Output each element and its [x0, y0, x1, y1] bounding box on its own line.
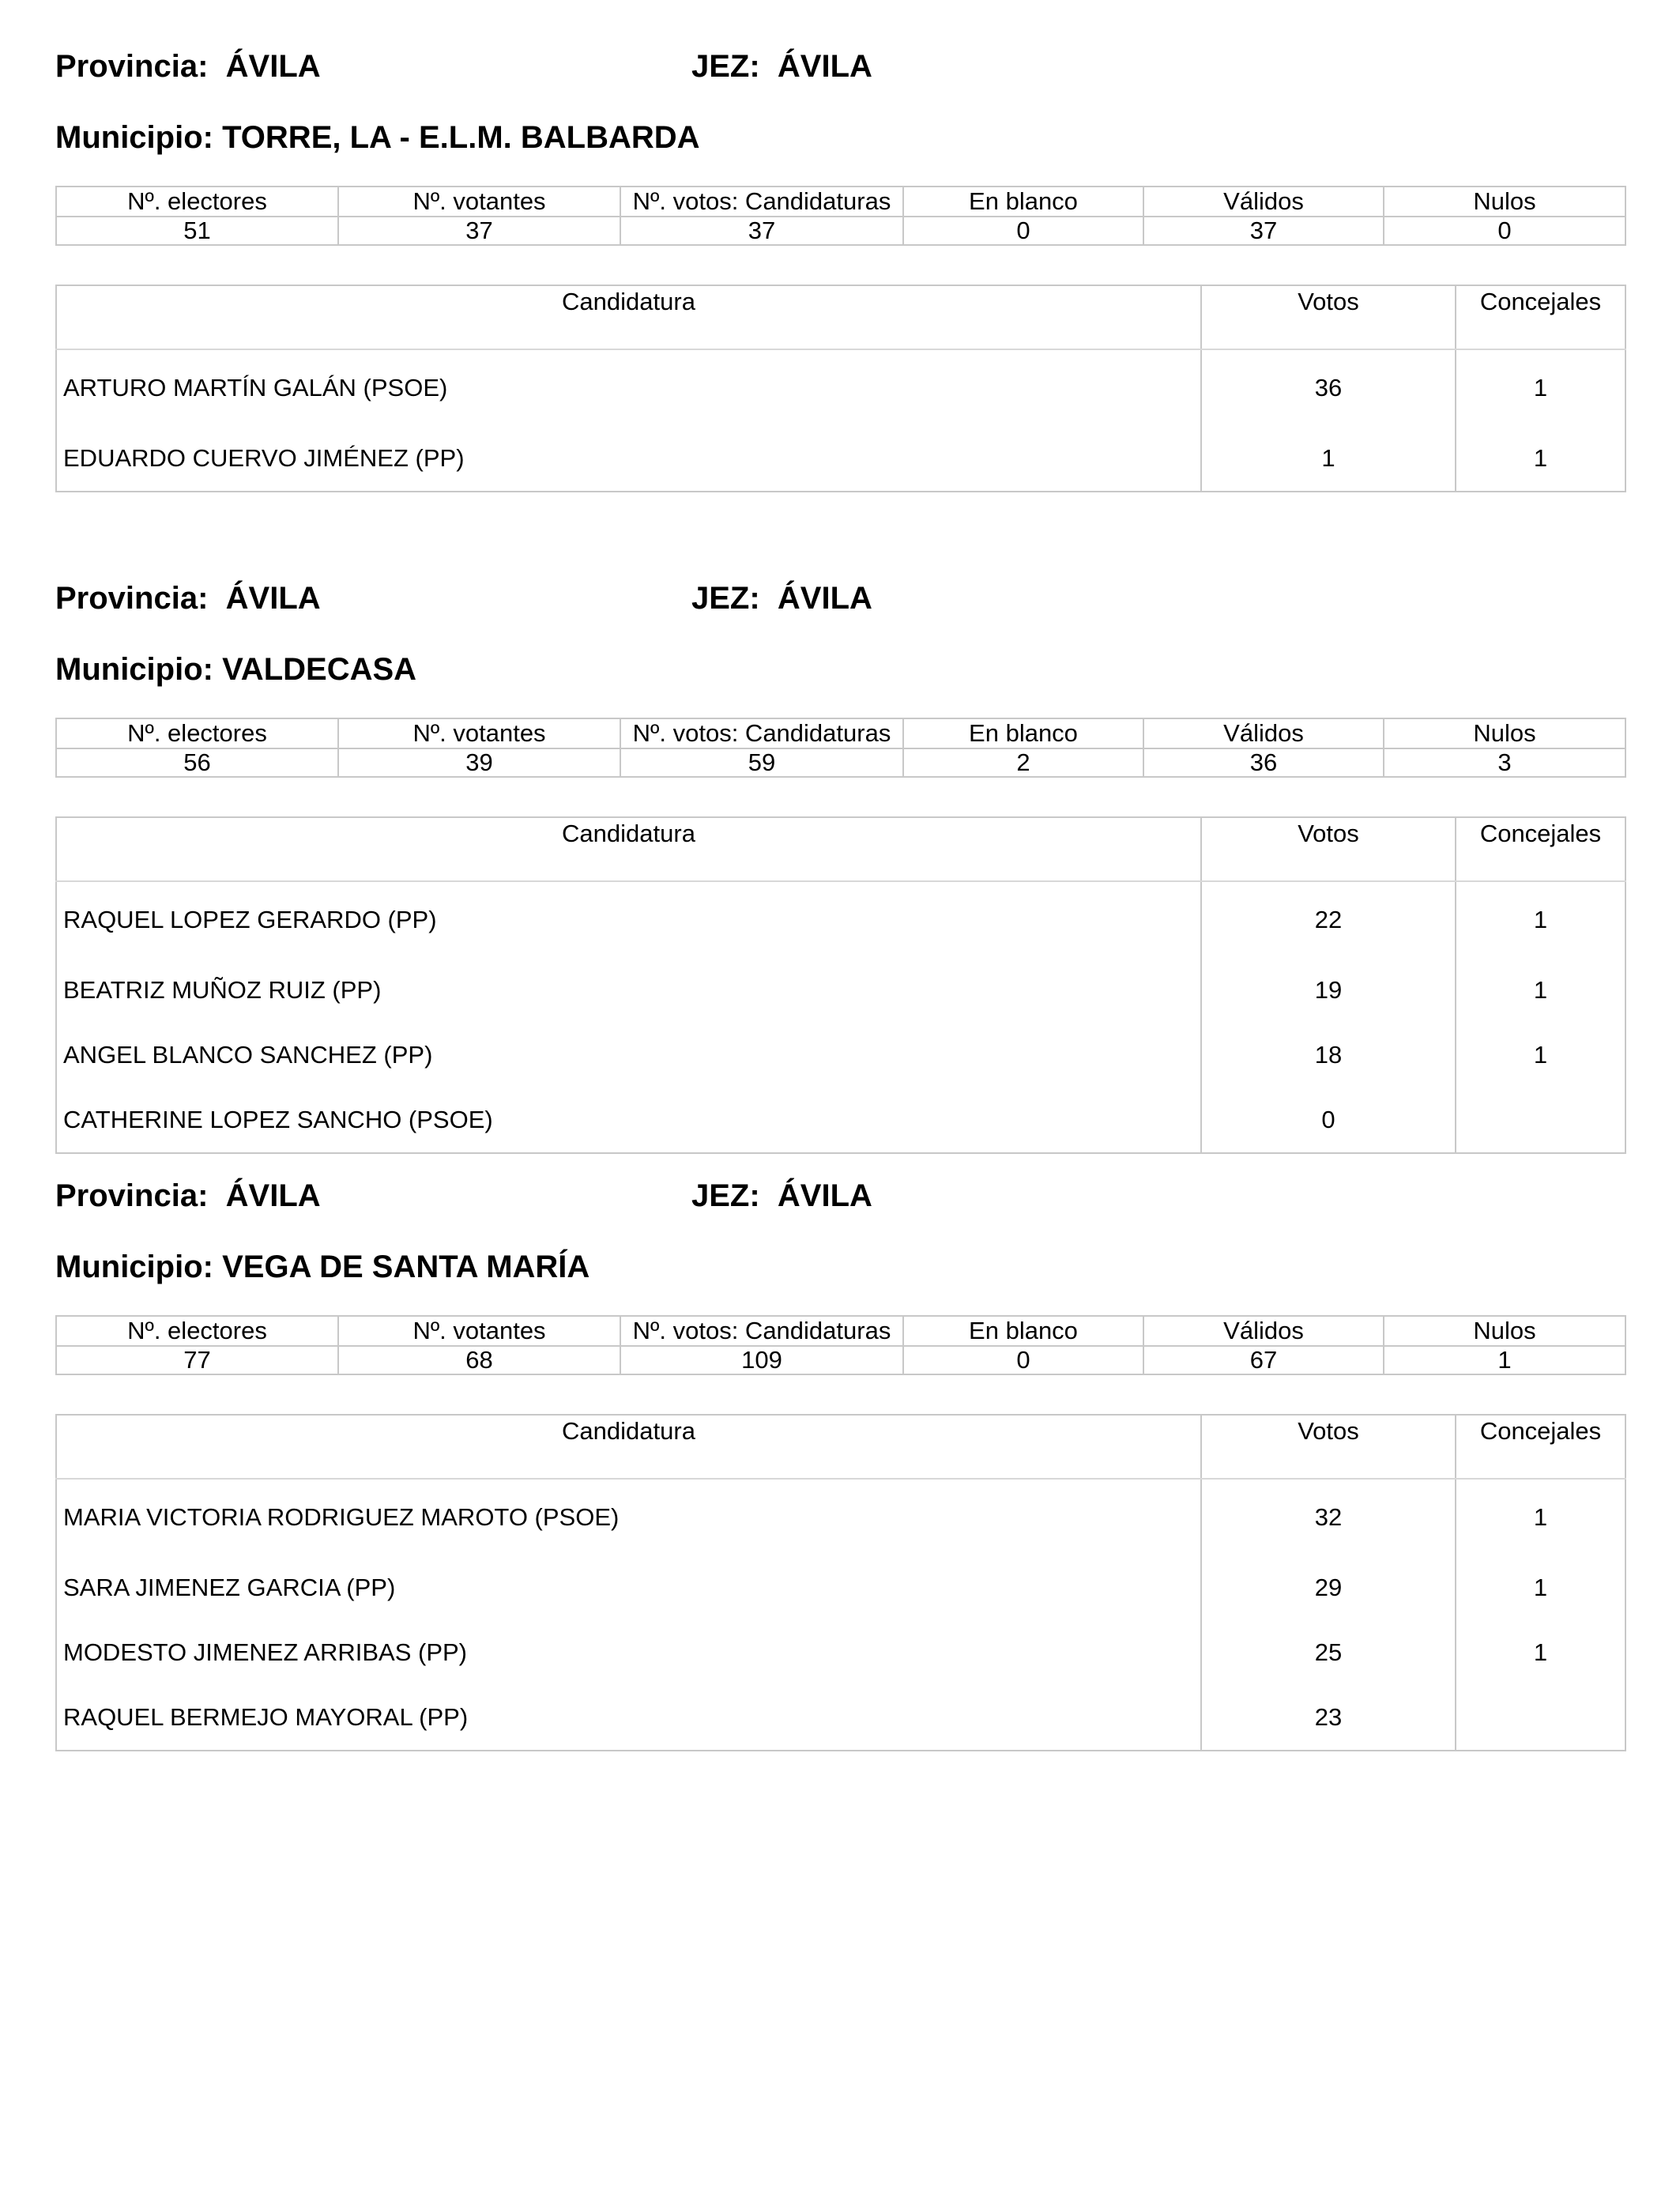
jez-heading [691, 579, 872, 617]
summary-header-cell: Válidos [1143, 187, 1384, 217]
provincia-label: Provincia: [55, 1178, 209, 1213]
summary-value-row [56, 217, 1625, 245]
candidate-name: ANGEL BLANCO SANCHEZ (PP) [56, 1023, 1201, 1088]
candidate-name: ARTURO MARTÍN GALÁN (PSOE) [56, 349, 1201, 426]
candidate-seats: 1 [1533, 1503, 1548, 1531]
candidate-name: MARIA VICTORIA RODRIGUEZ MAROTO (PSOE) [56, 1479, 1201, 1555]
summary-value-cell: 59 [620, 748, 903, 777]
candidate-seats: 1 [1533, 906, 1548, 933]
candidates-header-row [56, 1415, 1625, 1479]
candidate-row [56, 1479, 1625, 1555]
candidate-row [56, 881, 1625, 958]
candidates-table [55, 285, 1626, 492]
candidate-name: CATHERINE LOPEZ SANCHO (PSOE) [56, 1088, 1201, 1153]
summary-value-cell: 109 [620, 1346, 903, 1374]
votos-header: Votos [1201, 1415, 1456, 1479]
candidate-seats: 1 [1533, 444, 1548, 472]
candidate-votes: 36 [1201, 349, 1456, 426]
candidatura-header: Candidatura [56, 1415, 1201, 1479]
summary-value-cell: 0 [903, 1346, 1143, 1374]
jez-value: ÁVILA [777, 49, 872, 84]
candidate-seats: 1 [1533, 976, 1548, 1004]
municipality-section [55, 1177, 1625, 1746]
summary-value-cell: 56 [56, 748, 338, 777]
candidate-seats [1456, 1685, 1625, 1751]
candidate-name: EDUARDO CUERVO JIMÉNEZ (PP) [56, 426, 1201, 492]
candidates-header-row [56, 817, 1625, 881]
provincia-heading [55, 47, 321, 85]
municipio-label: Municipio: [55, 1250, 213, 1284]
candidate-row [56, 426, 1625, 492]
summary-header-row [56, 1316, 1625, 1346]
votos-header: Votos [1201, 817, 1456, 881]
summary-value-cell: 2 [903, 748, 1143, 777]
candidate-row [56, 1685, 1625, 1751]
summary-header-cell: Nº. electores [56, 1316, 338, 1346]
summary-value-cell: 68 [338, 1346, 620, 1374]
summary-table [55, 186, 1626, 246]
summary-header-cell: Válidos [1143, 1316, 1384, 1346]
summary-value-cell: 77 [56, 1346, 338, 1374]
summary-header-cell: Nº. votos: Candidaturas [620, 1316, 903, 1346]
summary-value-cell: 39 [338, 748, 620, 777]
municipio-value: TORRE, LA - E.L.M. BALBARDA [222, 120, 700, 155]
candidate-row [56, 1555, 1625, 1620]
municipio-value: VEGA DE SANTA MARÍA [222, 1250, 590, 1284]
candidate-seats: 1 [1533, 1638, 1548, 1666]
candidate-row [56, 349, 1625, 426]
votos-header: Votos [1201, 285, 1456, 349]
summary-header-cell: En blanco [903, 1316, 1143, 1346]
summary-header-cell: Nº. votantes [338, 1316, 620, 1346]
provincia-value: ÁVILA [225, 49, 321, 84]
summary-header-cell: Nulos [1384, 718, 1625, 748]
summary-value-cell: 0 [1384, 217, 1625, 245]
summary-value-row [56, 748, 1625, 777]
candidate-name: BEATRIZ MUÑOZ RUIZ (PP) [56, 958, 1201, 1023]
candidate-row [56, 1023, 1625, 1088]
candidates-table [55, 816, 1626, 1154]
candidate-votes: 18 [1201, 1023, 1456, 1088]
candidate-votes: 32 [1201, 1479, 1456, 1555]
summary-header-row [56, 718, 1625, 748]
concejales-header: Concejales [1456, 1415, 1625, 1479]
summary-header-cell: Nulos [1384, 187, 1625, 217]
jez-value: ÁVILA [777, 1178, 872, 1213]
summary-value-cell: 37 [338, 217, 620, 245]
provincia-value: ÁVILA [225, 1178, 321, 1213]
candidate-row [56, 1620, 1625, 1685]
candidate-row [56, 1088, 1625, 1153]
candidate-row [56, 958, 1625, 1023]
candidate-votes: 22 [1201, 881, 1456, 958]
summary-header-cell: Nº. votantes [338, 718, 620, 748]
summary-header-cell: Válidos [1143, 718, 1384, 748]
summary-value-cell: 51 [56, 217, 338, 245]
candidate-name: RAQUEL LOPEZ GERARDO (PP) [56, 881, 1201, 958]
municipio-value: VALDECASA [222, 652, 417, 687]
provincia-heading [55, 1177, 321, 1215]
jez-heading [691, 1177, 872, 1215]
jez-value: ÁVILA [777, 581, 872, 616]
summary-table [55, 718, 1626, 778]
candidate-votes: 0 [1201, 1088, 1456, 1153]
jez-label: JEZ: [691, 49, 760, 84]
provincia-label: Provincia: [55, 581, 209, 616]
municipio-heading [55, 1248, 590, 1286]
jez-heading [691, 47, 872, 85]
concejales-header: Concejales [1456, 285, 1625, 349]
candidate-name: RAQUEL BERMEJO MAYORAL (PP) [56, 1685, 1201, 1751]
summary-header-cell: Nº. electores [56, 187, 338, 217]
municipality-section [55, 47, 1625, 482]
municipio-label: Municipio: [55, 652, 213, 687]
summary-value-row [56, 1346, 1625, 1374]
candidatura-header: Candidatura [56, 285, 1201, 349]
jez-label: JEZ: [691, 1178, 760, 1213]
candidates-header-row [56, 285, 1625, 349]
candidates-table [55, 1414, 1626, 1751]
summary-header-row [56, 187, 1625, 217]
provincia-heading [55, 579, 321, 617]
summary-value-cell: 1 [1384, 1346, 1625, 1374]
provincia-label: Provincia: [55, 49, 209, 84]
summary-header-cell: En blanco [903, 187, 1143, 217]
summary-value-cell: 37 [1143, 217, 1384, 245]
summary-header-cell: En blanco [903, 718, 1143, 748]
summary-value-cell: 0 [903, 217, 1143, 245]
summary-header-cell: Nº. electores [56, 718, 338, 748]
summary-header-cell: Nº. votantes [338, 187, 620, 217]
candidate-votes: 29 [1201, 1555, 1456, 1620]
summary-header-cell: Nulos [1384, 1316, 1625, 1346]
provincia-value: ÁVILA [225, 581, 321, 616]
municipality-section [55, 579, 1625, 1148]
candidate-seats: 1 [1533, 1574, 1548, 1601]
summary-value-cell: 36 [1143, 748, 1384, 777]
candidate-seats: 1 [1533, 374, 1548, 401]
summary-value-cell: 67 [1143, 1346, 1384, 1374]
summary-header-cell: Nº. votos: Candidaturas [620, 187, 903, 217]
candidate-seats: 1 [1533, 1041, 1548, 1069]
candidate-votes: 19 [1201, 958, 1456, 1023]
candidate-name: MODESTO JIMENEZ ARRIBAS (PP) [56, 1620, 1201, 1685]
municipio-heading [55, 119, 700, 156]
candidate-votes: 1 [1201, 426, 1456, 492]
summary-value-cell: 37 [620, 217, 903, 245]
municipio-heading [55, 650, 416, 688]
candidate-votes: 23 [1201, 1685, 1456, 1751]
candidate-votes: 25 [1201, 1620, 1456, 1685]
candidate-seats [1456, 1088, 1625, 1153]
municipio-label: Municipio: [55, 120, 213, 155]
summary-value-cell: 3 [1384, 748, 1625, 777]
summary-table [55, 1315, 1626, 1375]
summary-header-cell: Nº. votos: Candidaturas [620, 718, 903, 748]
concejales-header: Concejales [1456, 817, 1625, 881]
jez-label: JEZ: [691, 581, 760, 616]
candidatura-header: Candidatura [56, 817, 1201, 881]
candidate-name: SARA JIMENEZ GARCIA (PP) [56, 1555, 1201, 1620]
